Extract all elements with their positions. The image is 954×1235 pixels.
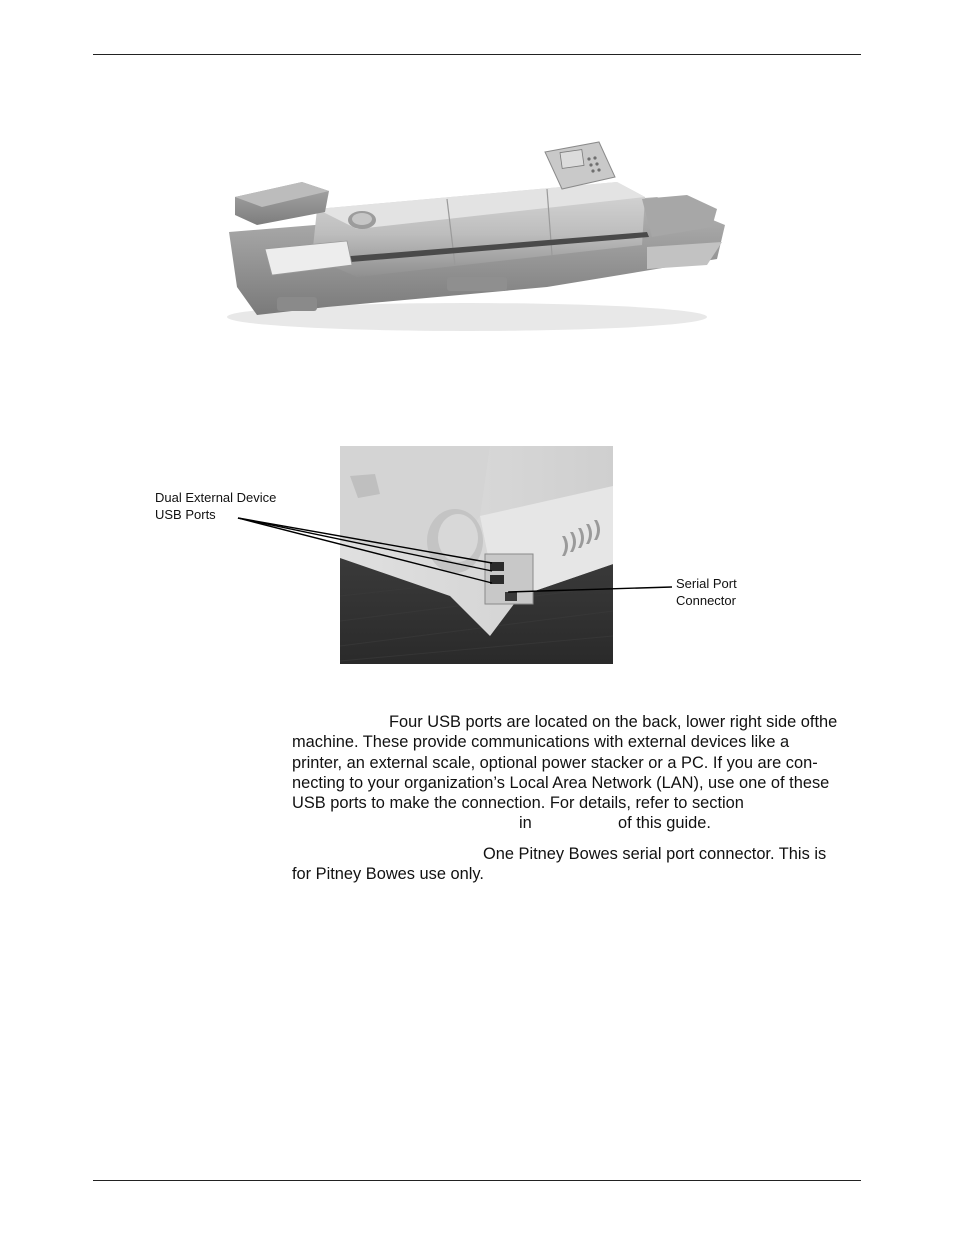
text-line: necting to your organization’s Local Area Network (LAN), use one of these (292, 773, 830, 792)
text-line-partial (292, 813, 862, 833)
text-line: USB ports to make the connection. For details, refer to section (292, 794, 744, 813)
callout-serial-port (676, 575, 737, 609)
text-of-this-guide: of this guide. (618, 814, 711, 833)
text-in: in (519, 814, 532, 833)
text-line: machine. These provide communications with external devices like a (292, 733, 790, 752)
footer-rule (93, 1180, 861, 1181)
callout-serial-line2: Connector (676, 593, 736, 608)
callout-usb-line1: Dual External Device (155, 490, 277, 505)
text-line: Four USB ports are located on the back, lower right side ofthe (389, 713, 838, 731)
callout-usb-ports (155, 489, 276, 523)
callout-serial-line1: Serial Port (676, 576, 737, 591)
text-line: for Pitney Bowes use only. (292, 865, 484, 884)
text-line: One Pitney Bowes serial port connector. This is (483, 845, 827, 863)
callout-usb-line2: USB Ports (155, 507, 216, 522)
paragraph-usb-ports (292, 712, 862, 834)
paragraph-serial-port (292, 844, 862, 885)
text-line: printer, an external scale, optional power stacker or a PC. If you are con- (292, 753, 818, 772)
